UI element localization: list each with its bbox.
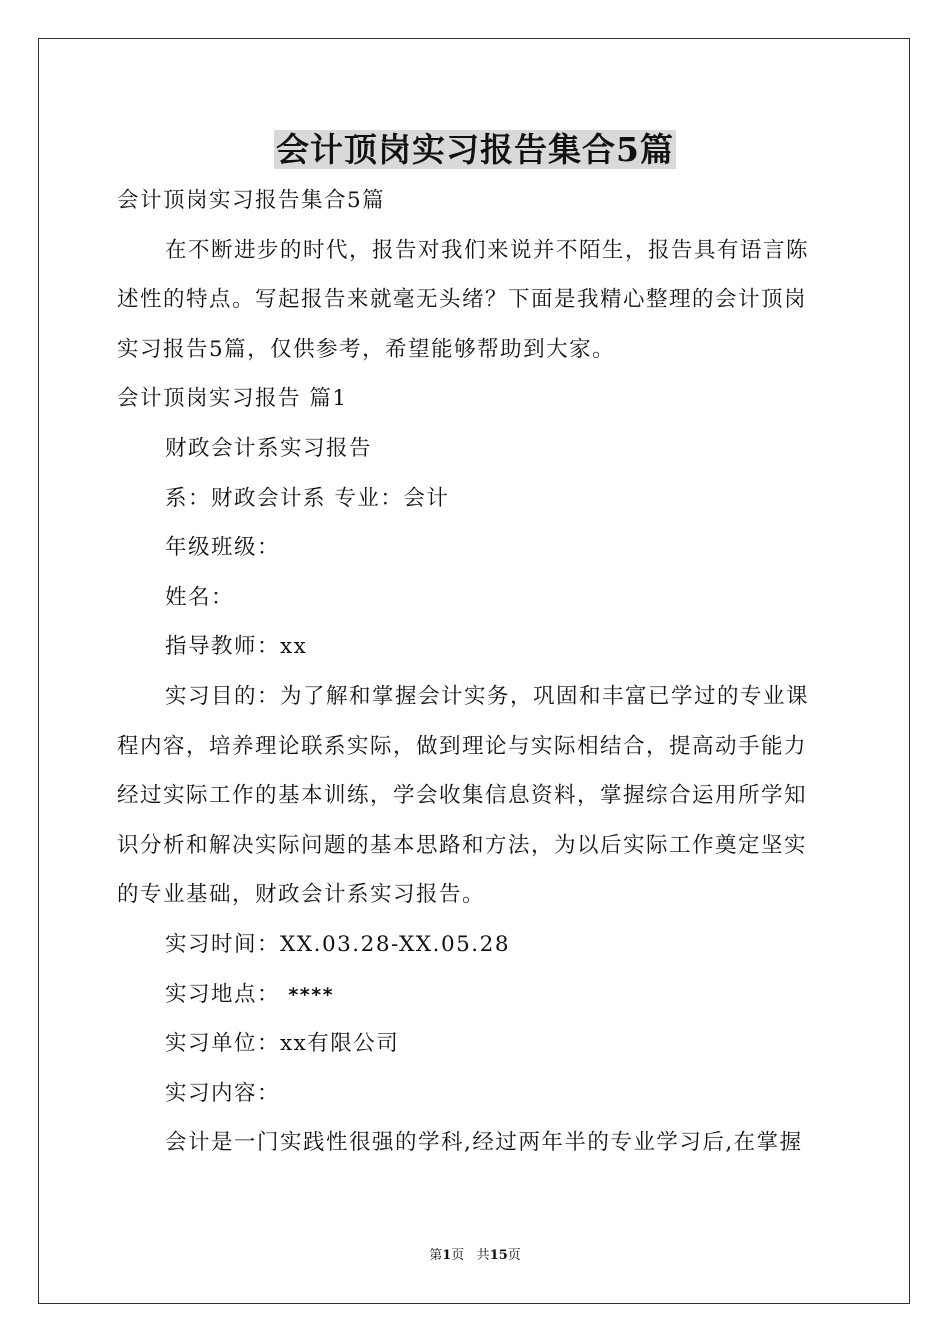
body-line: 指导教师：xx: [165, 634, 308, 660]
body-line: 实习单位：xx有限公司: [165, 1031, 400, 1057]
body-line: 经过实际工作的基本训练，学会收集信息资料，掌握综合运用所学知: [117, 783, 808, 809]
body-line: 会计是一门实践性很强的学科,经过两年半的专业学习后,在掌握: [165, 1130, 803, 1156]
footer-total-prefix: 共: [476, 1248, 490, 1263]
body-line: 年级班级：: [165, 535, 281, 561]
body-line: 述性的特点。写起报告来就毫无头绪？下面是我精心整理的会计顶岗: [117, 287, 808, 313]
body-line: 财政会计系实习报告: [165, 435, 373, 461]
body-line: 实习时间：XX.03.28-XX.05.28: [165, 931, 510, 957]
document-body: [117, 176, 833, 1168]
body-line: 识分析和解决实际问题的基本思路和方法，为以后实际工作奠定坚实: [117, 832, 808, 858]
body-line: 实习报告5篇，仅供参考，希望能够帮助到大家。: [117, 336, 616, 362]
section-heading: 会计顶岗实习报告 篇1: [117, 386, 348, 412]
body-line: 系：财政会计系 专业：会计: [165, 485, 450, 511]
page-footer: [0, 1246, 950, 1266]
body-line: 实习目的：为了解和掌握会计实务，巩固和丰富已学过的专业课: [165, 683, 810, 709]
location-label: 实习地点：: [165, 981, 281, 1007]
body-line-location: [117, 970, 833, 1020]
document-title-text: 会计顶岗实习报告集合5篇: [276, 130, 674, 169]
document-title: [0, 124, 950, 176]
body-line: 会计顶岗实习报告集合5篇: [117, 188, 386, 213]
body-line: 在不断进步的时代，报告对我们来说并不陌生，报告具有语言陈: [165, 237, 810, 263]
body-line: 实习内容：: [165, 1080, 281, 1106]
footer-page-suffix: 页: [451, 1248, 465, 1263]
footer-page-number: 1: [442, 1248, 452, 1263]
body-line: 姓名：: [165, 584, 235, 610]
body-line: 程内容，培养理论联系实际，做到理论与实际相结合，提高动手能力: [117, 733, 808, 759]
footer-total-suffix: 页: [507, 1248, 521, 1263]
footer-total-pages: 15: [489, 1248, 508, 1263]
footer-page-prefix: 第: [429, 1248, 443, 1263]
location-value: ****: [288, 983, 335, 1006]
body-line: 的专业基础，财政会计系实习报告。: [117, 882, 486, 908]
